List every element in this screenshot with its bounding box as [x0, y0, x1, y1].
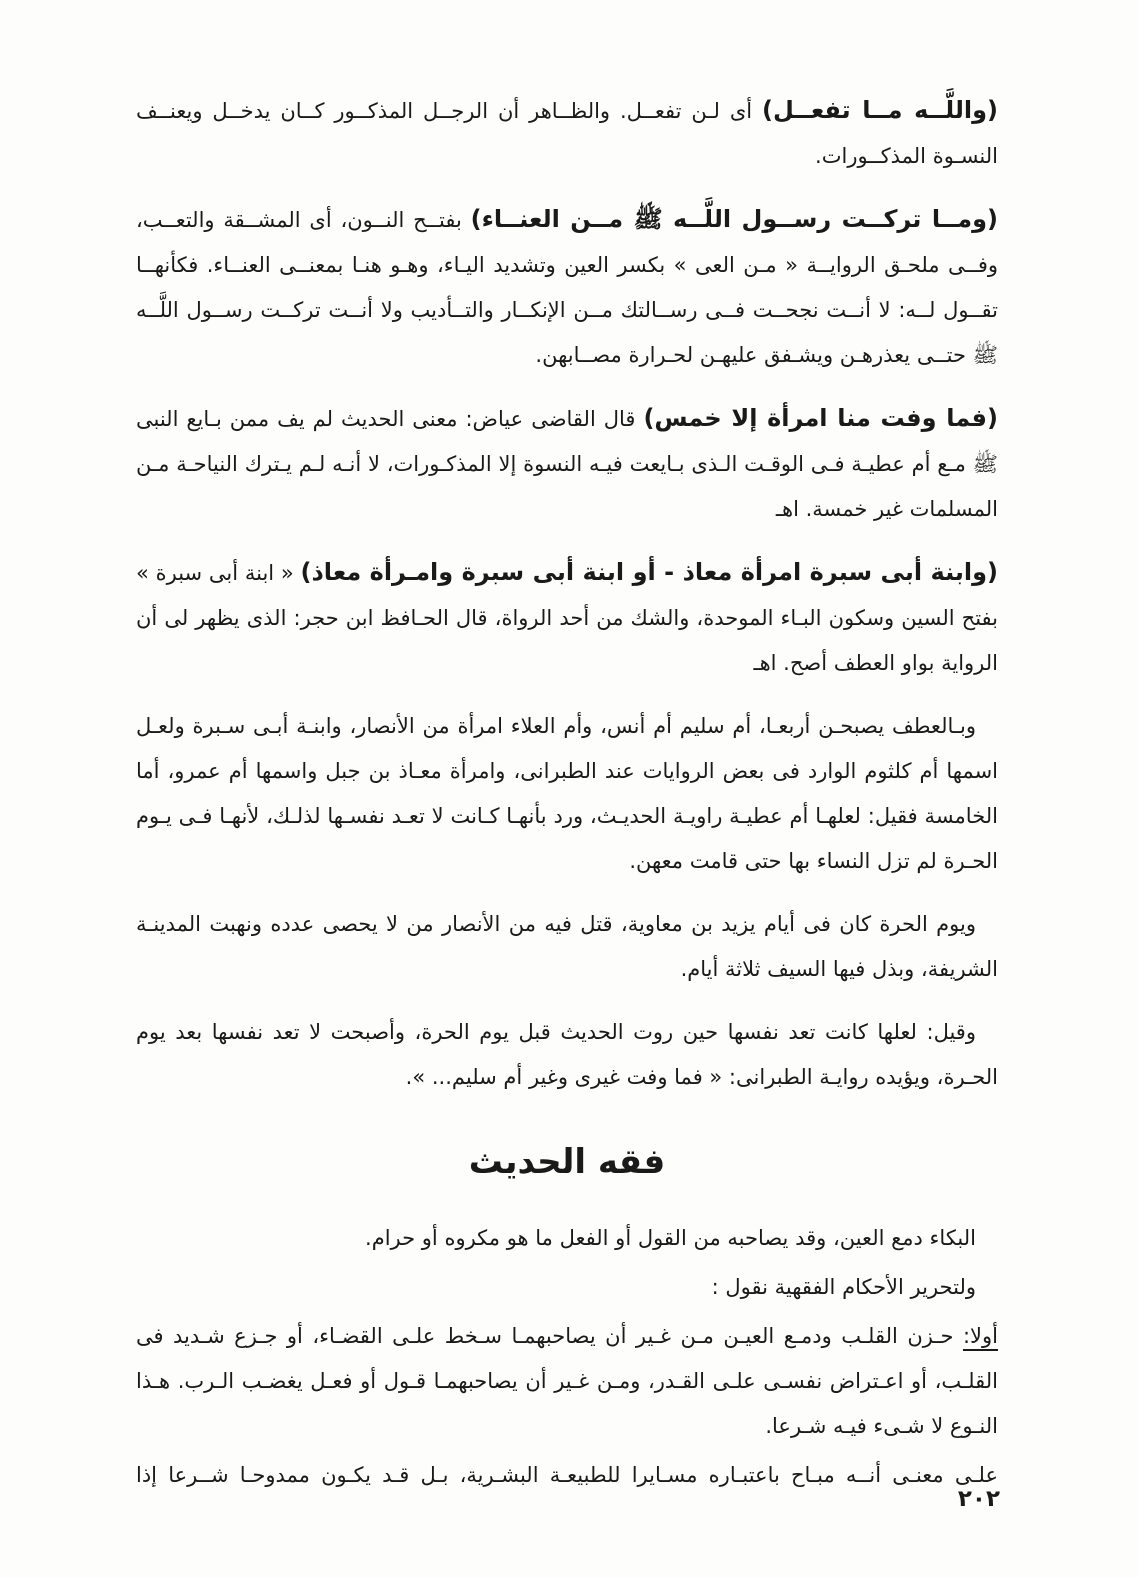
explanation-text: قال القاضى عياض: معنى الحديث لم يف ممن بـايع النبى ﷺ مـع أم عطيـة فـى الوقـت الـذى بـايعت فيـه النسوة إلا المذكـورات، لا أنـه لـم يـترك النياحـة مـن المسلمات غير خمسة. اهـ: [136, 407, 998, 521]
explanation-text: أى لـن تفعــل. والظــاهر أن الرجــل المذكــور كــان يدخــل ويعنــف النسـوة المذكــورات.: [136, 99, 998, 168]
page-number: ٢٠٢: [957, 1486, 1000, 1512]
explanation-text: « ابنة أبى سبرة » بفتح السين وسكون البـاء الموحدة، والشك من أحد الرواة، قال الحـافظ ابن حجر: الذى يظهر لى أن الرواية بواو العطف أصح. اهـ: [136, 561, 998, 675]
body-text: وبـالعطف يصبحـن أربعـا، أم سليم أم أنس، وأم العلاء امرأة من الأنصار، وابنـة أبـى سـبرة ولعـل اسمها أم كلثوم الوارد فى بعض الروايات عند الطبرانى، وامرأة معـاذ بن جبل واسمها أم عمرو، أما الخامسة فقيل: لعلهـا أم عطيـة راويـة الحديـث، ورد بأنهـا كـانت لا تعـد نفسـها لذلـك، لأنهـا فـى يـوم الحـرة لم تزل النساء بها حتى قامت معهن.: [136, 714, 998, 873]
point-label: أولا:: [962, 1324, 998, 1348]
paragraph-2: [136, 197, 998, 378]
body-text: ويوم الحرة كان فى أيام يزيد بن معاوية، قتل فيه من الأنصار من لا يحصى عدده ونهبت المدينـة الشريفة، وبذل فيها السيف ثلاثة أيام.: [136, 912, 998, 981]
page-body: [136, 88, 998, 1498]
paragraph-7: [136, 1010, 998, 1100]
body-text: علـى معنـى أنــه مبـاح باعتبـاره مسـايرا للطبيعـة البشـرية، بـل قـد يكـون ممدوحـا شــرعا إذا: [136, 1463, 998, 1487]
fiqh-paragraph-4: [136, 1453, 998, 1498]
explanation-text: بفتــح النــون، أى المشــقة والتعــب، وفــى ملحـق الروايــة « مـن العى » بكسر العين وتشديد اليـاء، وهـو هنـا بمعنــى العنــاء. فكأنهــا تقــول لــه: لا أنــت نجحــت فــى رســالتك مــن الإنكــار والتــأديب ولا أنــت تركــت رســول اللَّــه ﷺ حتــى يعذرهـن ويشـفق عليهـن لحـرارة مصــابهن.: [136, 208, 998, 367]
paragraph-5: [136, 704, 998, 884]
paragraph-6: [136, 902, 998, 992]
paragraph-3: [136, 396, 998, 532]
quoted-phrase: (واللَّــه مــا تفعــل): [762, 96, 999, 124]
fiqh-paragraph-3: [136, 1314, 998, 1449]
body-text: وقيل: لعلها كانت تعد نفسها حين روت الحديث قبل يوم الحرة، وأصبحت لا تعد نفسها بعد يوم الحـرة، ويؤيده روايـة الطبرانى: « فما وفت غيرى وغير أم سليم... ».: [136, 1020, 998, 1089]
paragraph-4: [136, 550, 998, 686]
paragraph-1: [136, 88, 998, 179]
fiqh-paragraph-1: [136, 1216, 998, 1261]
body-text: حـزن القلـب ودمـع العيـن مـن غـير أن يصاحبهمـا سـخط علـى القضـاء، أو جـزع شـديد فى القلـب، أو اعـتراض نفسـى علـى القـدر، ومـن غـير أن يصاحبهمـا قـول أو فعـل يغضـب الـرب. هـذا النـوع لا شـىء فيـه شـرعا.: [136, 1324, 998, 1438]
quoted-phrase: (ومــا تركــت رســول اللَّــه ﷺ مــن العنــاء): [470, 205, 999, 233]
body-text: البكاء دمع العين، وقد يصاحبه من القول أو الفعل ما هو مكروه أو حرام.: [365, 1226, 976, 1250]
quoted-phrase: (وابنة أبى سبرة امرأة معاذ - أو ابنة أبى سبرة وامـرأة معاذ): [300, 558, 998, 586]
fiqh-paragraph-2: [136, 1265, 998, 1310]
body-text: ولتحرير الأحكام الفقهية نقول :: [711, 1275, 976, 1299]
section-heading: فقه الحديث: [468, 1142, 666, 1182]
quoted-phrase: (فما وفت منا امرأة إلا خمس): [643, 404, 998, 432]
